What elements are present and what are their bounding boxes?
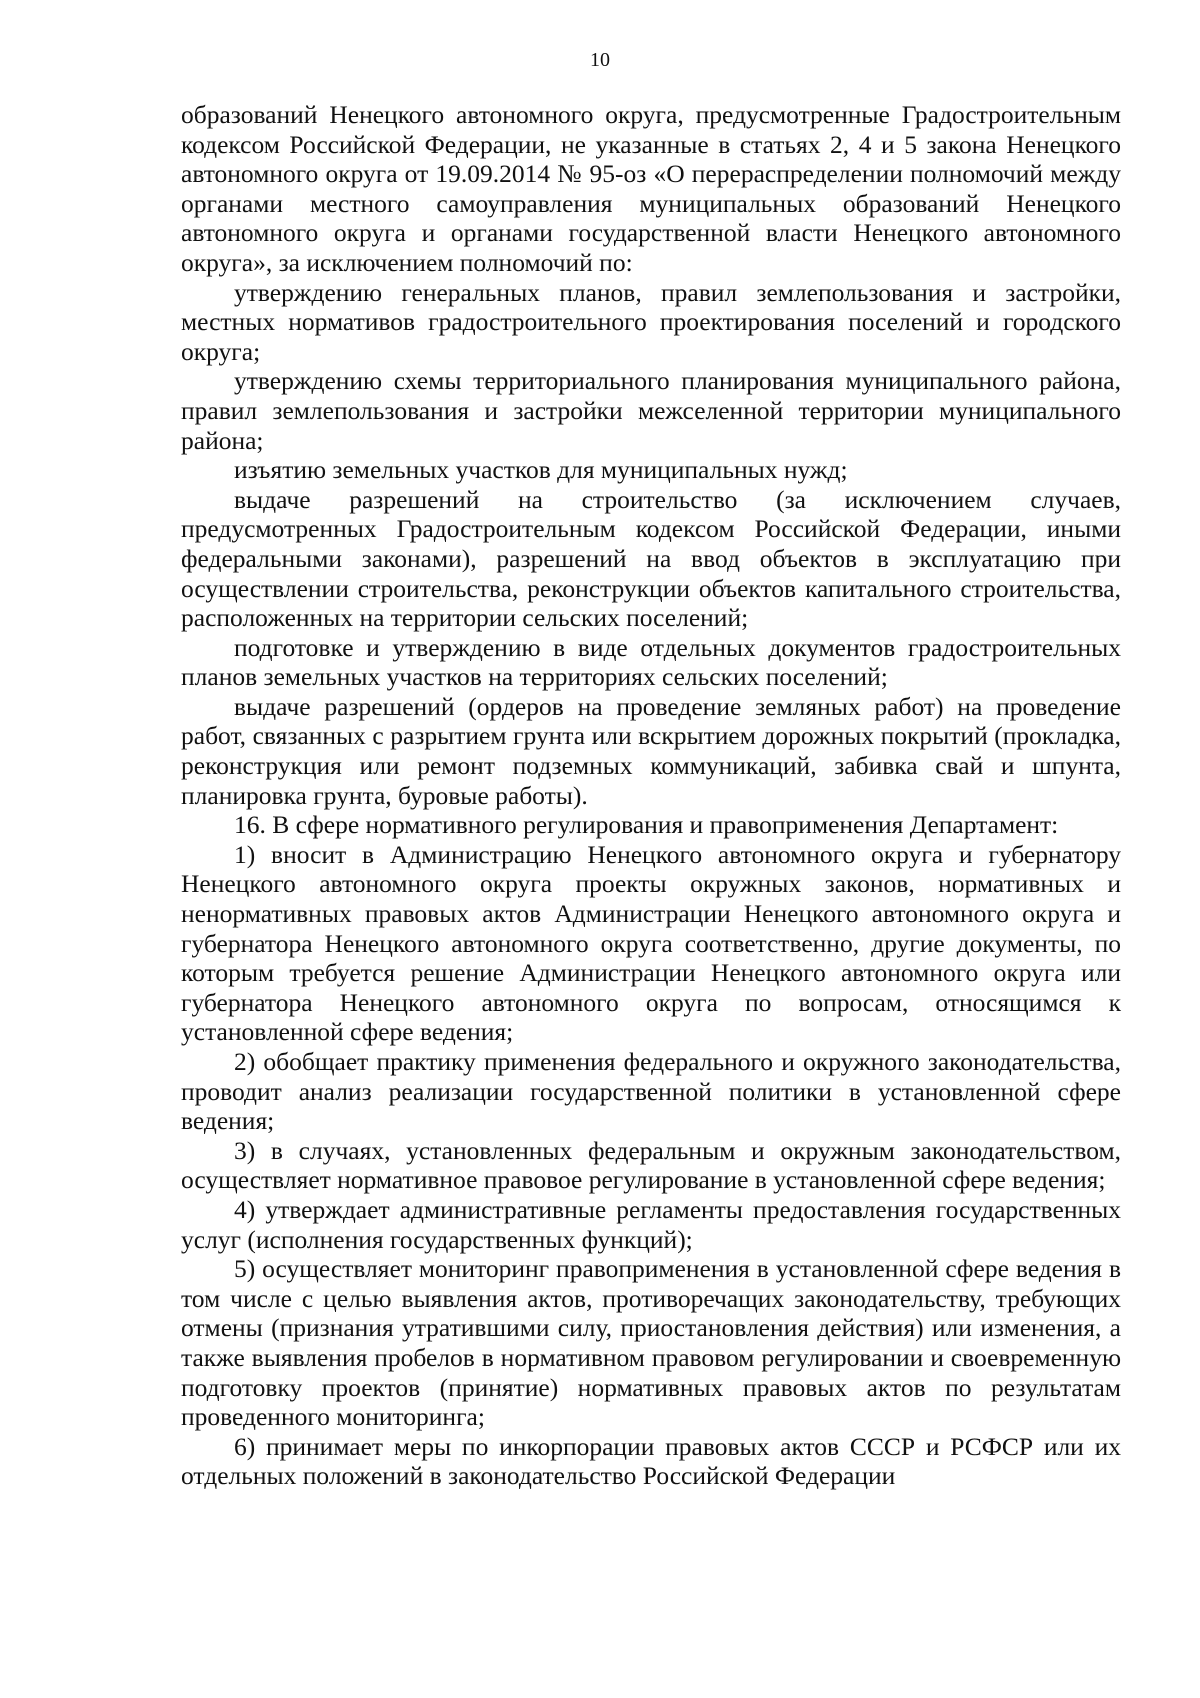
- paragraph-item-construction-permits: выдаче разрешений на строительство (за исключением случаев, предусмотренных Градостроительным кодексом Российской Федерации, иными федеральными законами), разрешений на ввод объектов в эксплуатацию при осуществлении строительства, реконструкции объектов капитального строительства, расположенных на территории сельских поселений;: [181, 484, 1121, 633]
- paragraph-item-territorial-scheme: утверждению схемы территориального планирования муниципального района, правил землепользования и застройки межселенной территории муниципального района;: [181, 366, 1121, 455]
- list-item-2: 2) обобщает практику применения федерального и окружного законодательства, проводит анализ реализации государственной политики в установленной сфере ведения;: [181, 1047, 1121, 1136]
- paragraph-item-urban-plans: подготовке и утверждению в виде отдельных документов градостроительных планов земельных участков на территориях сельских поселений;: [181, 632, 1121, 692]
- paragraph-item-general-plans: утверждению генеральных планов, правил землепользования и застройки, местных нормативов градостроительного проектирования поселений и городского округа;: [181, 277, 1121, 366]
- paragraph-continuation: образований Ненецкого автономного округа, предусмотренные Градостроительным кодексом Российской Федерации, не указанные в статьях 2, 4 и 5 закона Ненецкого автономного округа от 19.09.2014 № 95-оз «О перераспределении полномочий между органами местного самоуправления муниципальных образований Ненецкого автономного округа и органами государственной власти Ненецкого автономного округа», за исключением полномочий по:: [181, 100, 1121, 277]
- list-item-5: 5) осуществляет мониторинг правоприменения в установленной сфере ведения в том числе с целью выявления актов, противоречащих законодательству, требующих отмены (признания утратившими силу, приостановления действия) или изменения, а также выявления пробелов в нормативном правовом регулировании и своевременную подготовку проектов (принятие) нормативных правовых актов по результатам проведенного мониторинга;: [181, 1254, 1121, 1432]
- section-16-heading: 16. В сфере нормативного регулирования и правоприменения Департамент:: [234, 810, 1059, 840]
- list-item-6: 6) принимает меры по инкорпорации правовых актов СССР и РСФСР или их отдельных положений в законодательство Российской Федерации: [181, 1431, 1121, 1491]
- paragraph-item-excavation-permits: выдаче разрешений (ордеров на проведение земляных работ) на проведение работ, связанных с разрытием грунта или вскрытием дорожных покрытий (прокладка, реконструкция или ремонт подземных коммуникаций, забивка свай и шпунта, планировка грунта, буровые работы).: [181, 691, 1121, 810]
- paragraph-item-land-seizure: изъятию земельных участков для муниципальных нужд;: [234, 455, 848, 485]
- page-number: 10: [590, 49, 610, 71]
- list-item-1: 1) вносит в Администрацию Ненецкого автономного округа и губернатору Ненецкого автономного округа проекты окружных законов, нормативных и ненормативных правовых актов Администрации Ненецкого автономного округа и губернатора Ненецкого автономного округа соответственно, другие документы, по которым требуется решение Администрации Ненецкого автономного округа или губернатора Ненецкого автономного округа по вопросам, относящимся к установленной сфере ведения;: [181, 839, 1121, 1047]
- list-item-3: 3) в случаях, установленных федеральным и окружным законодательством, осуществляет нормативное правовое регулирование в установленной сфере ведения;: [181, 1135, 1121, 1195]
- list-item-4: 4) утверждает административные регламенты предоставления государственных услуг (исполнения государственных функций);: [181, 1194, 1121, 1254]
- document-body: [181, 100, 1121, 1491]
